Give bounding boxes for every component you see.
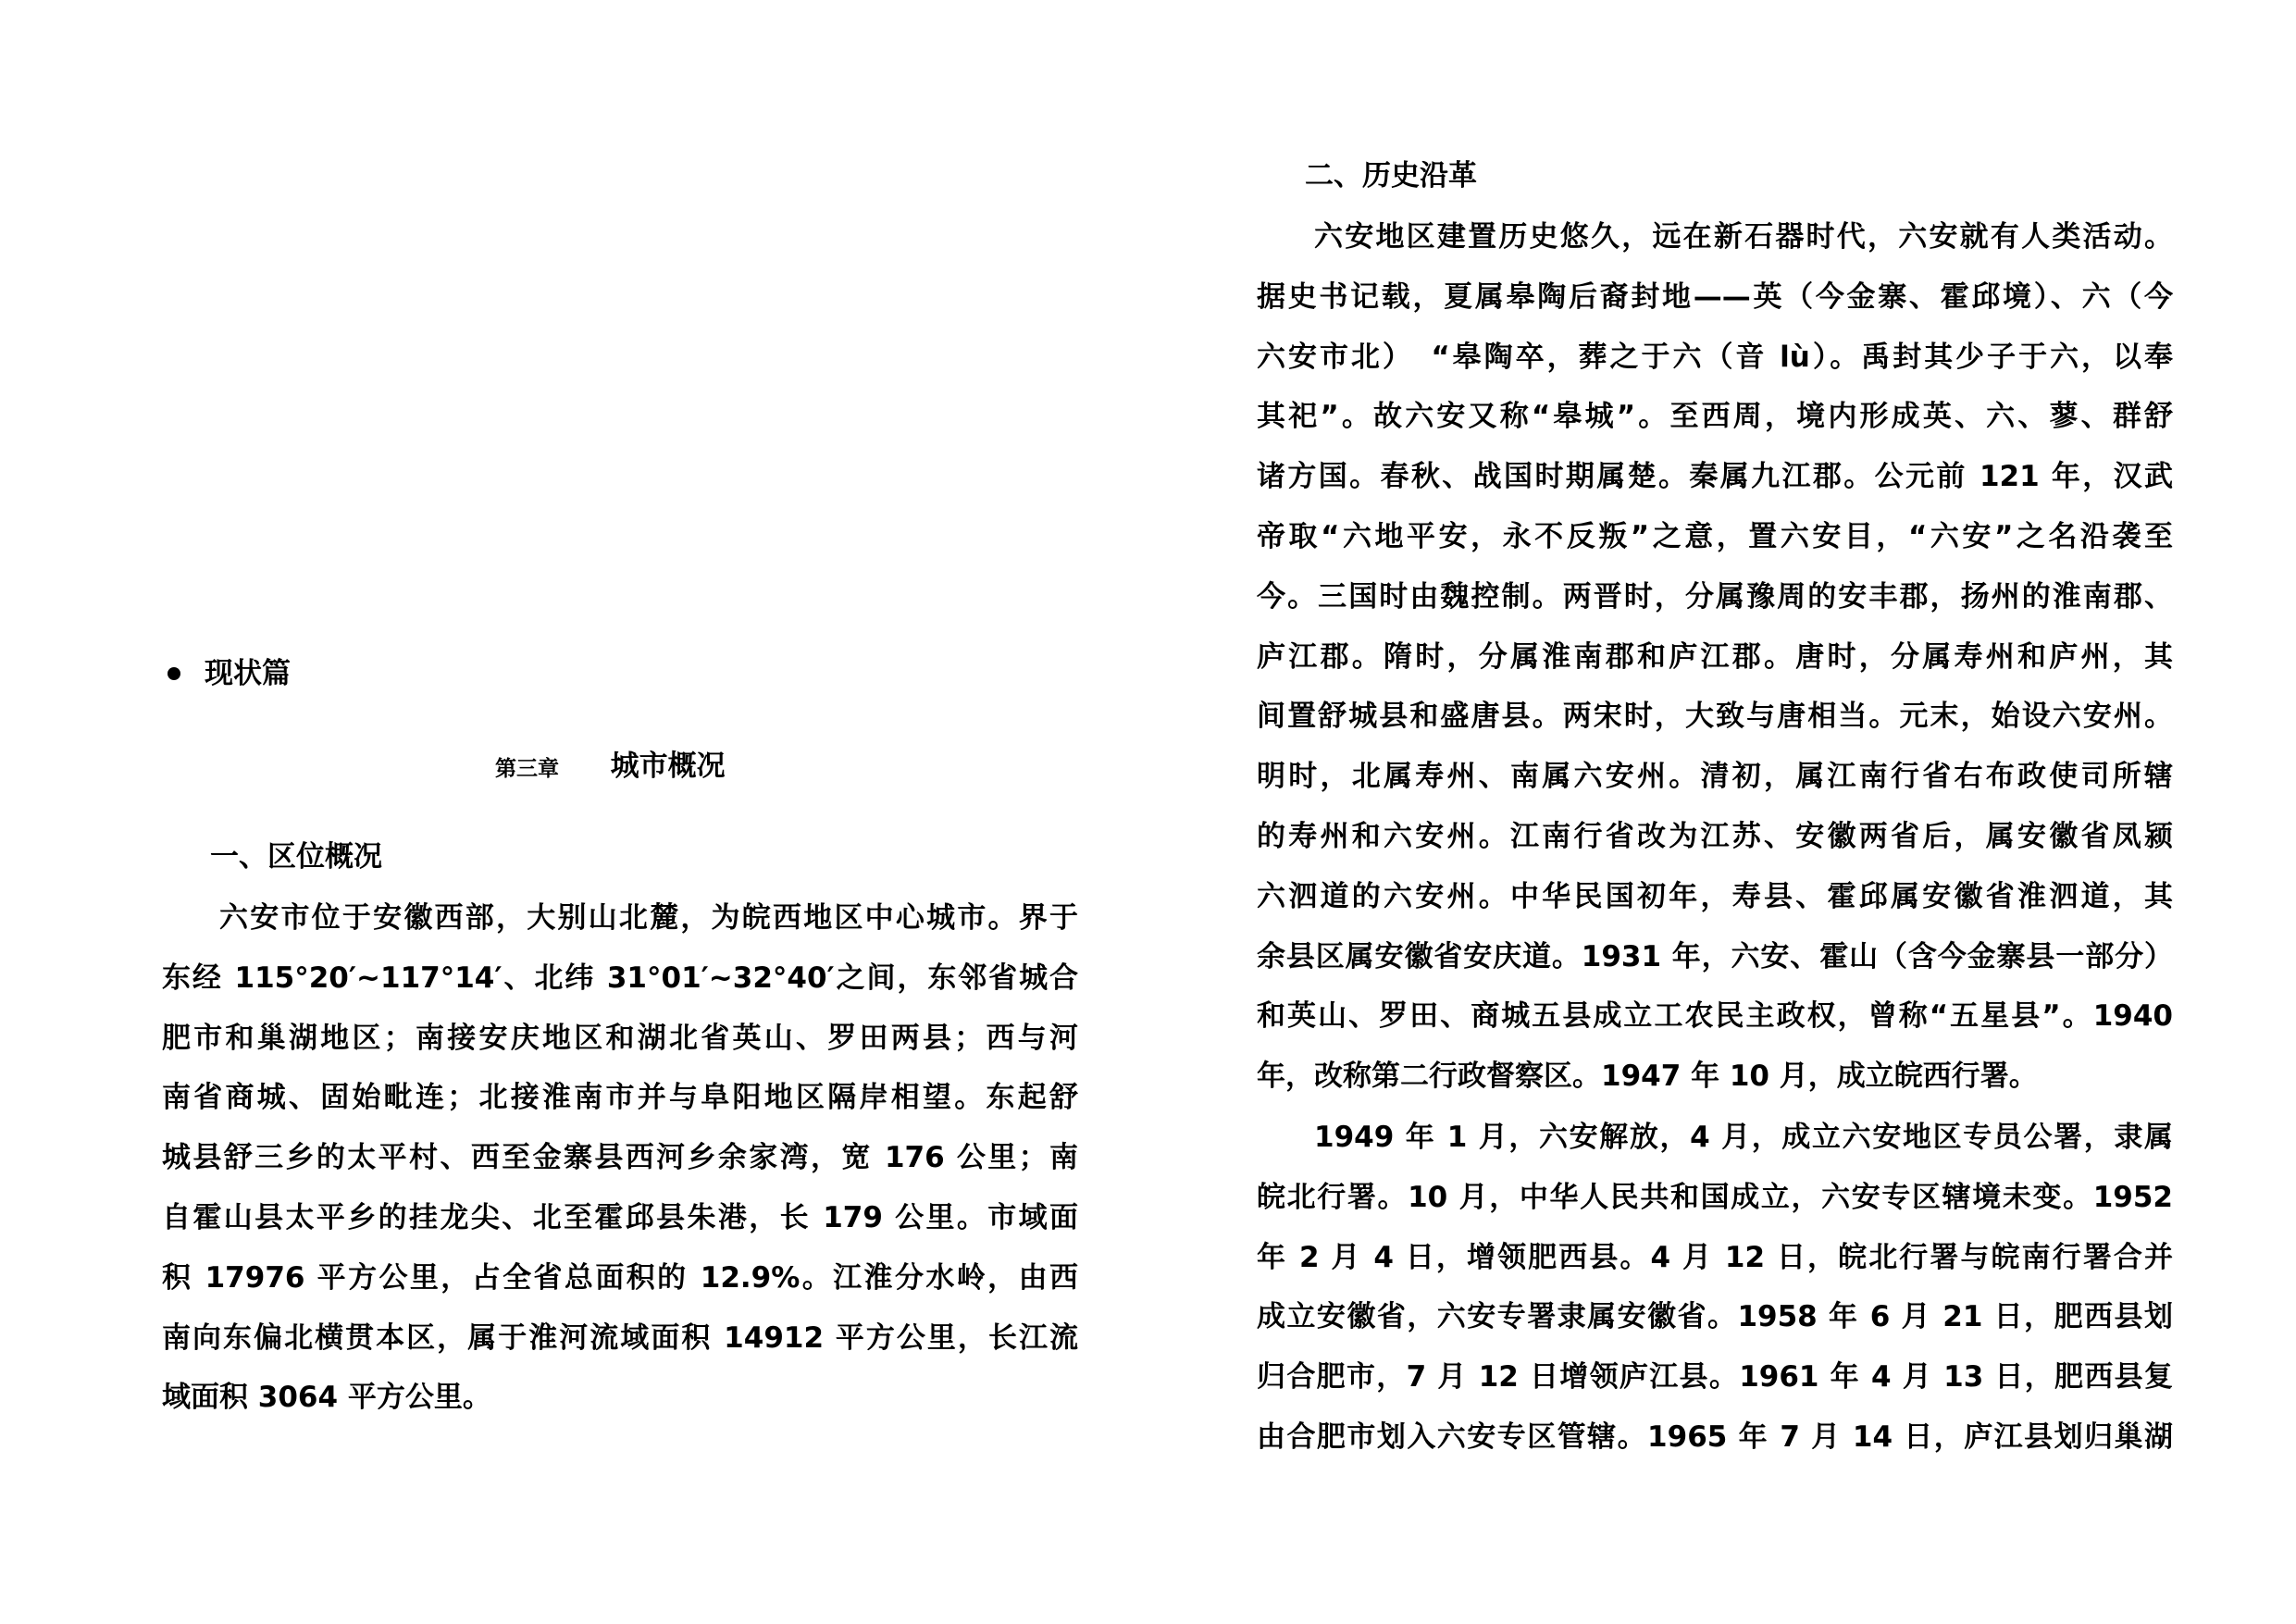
paragraph-line: 肥市和巢湖地区；南接安庆地区和湖北省英山、罗田两县；西与河	[162, 1021, 1078, 1055]
paragraph-line: 皖北行署。10 月，中华人民共和国成立，六安专区辖境未变。1952	[1257, 1180, 2173, 1214]
history-paragraph-2	[1257, 1108, 2173, 1468]
chapter-title: 城市概况	[610, 750, 726, 783]
paragraph-line: 明时，北属寿州、南属六安州。清初，属江南行省右布政使司所辖	[1257, 760, 2173, 794]
paragraph-line: 城县舒三乡的太平村、西至金寨县西河乡余家湾，宽 176 公里；南	[162, 1141, 1078, 1175]
paragraph-line: 帝取“六地平安，永不反叛”之意，置六安目，“六安”之名沿袭至	[1257, 519, 2173, 553]
paragraph-line: 年 2 月 4 日，增领肥西县。4 月 12 日，皖北行署与皖南行署合并	[1257, 1240, 2173, 1274]
chapter-heading	[495, 748, 726, 789]
paragraph-line: 诸方国。春秋、战国时期属楚。秦属九江郡。公元前 121 年，汉武	[1257, 460, 2173, 494]
paragraph-line: 其祀”。故六安又称“皋城”。至西周，境内形成英、六、蓼、群舒	[1257, 400, 2173, 434]
paragraph-line: 六安市位于安徽西部，大别山北麓，为皖西地区中心城市。界于	[219, 901, 1078, 935]
paragraph-line: 六安地区建置历史悠久，远在新石器时代，六安就有人类活动。	[1314, 220, 2173, 254]
bullet-section-heading	[162, 655, 291, 692]
bullet-icon	[168, 667, 180, 680]
right-page	[1257, 0, 2173, 1624]
bullet-section-label: 现状篇	[205, 657, 291, 690]
paragraph-line: 归合肥市，7 月 12 日增领庐江县。1961 年 4 月 13 日，肥西县复	[1257, 1360, 2173, 1395]
paragraph-line: 域面积 3064 平方公里。	[162, 1381, 491, 1415]
paragraph-line: 南省商城、固始毗连；北接淮南市并与阜阳地区隔岸相望。东起舒	[162, 1081, 1078, 1115]
section-title-history: 二、历史沿革	[1305, 159, 1477, 192]
chapter-number: 第三章	[495, 757, 559, 781]
left-page	[162, 0, 1078, 1624]
paragraph-line: 1949 年 1 月，六安解放，4 月，成立六安地区专员公署，隶属	[1314, 1121, 2173, 1154]
paragraph-line: 年，改称第二行政督察区。1947 年 10 月，成立皖西行署。	[1257, 1060, 2038, 1094]
history-paragraph-1	[1257, 207, 2173, 1107]
location-paragraph	[162, 888, 1078, 1428]
paragraph-line: 间置舒城县和盛唐县。两宋时，大致与唐相当。元末，始设六安州。	[1257, 700, 2173, 734]
paragraph-line: 六泗道的六安州。中华民国初年，寿县、霍邱属安徽省淮泗道，其	[1257, 879, 2173, 913]
paragraph-line: 庐江郡。隋时，分属淮南郡和庐江郡。唐时，分属寿州和庐州，其	[1257, 639, 2173, 674]
section-title-location: 一、区位概况	[210, 840, 382, 874]
paragraph-line: 成立安徽省，六安专署隶属安徽省。1958 年 6 月 21 日，肥西县划	[1257, 1300, 2173, 1334]
paragraph-line: 的寿州和六安州。江南行省改为江苏、安徽两省后，属安徽省凤颍	[1257, 819, 2173, 853]
paragraph-line: 余县区属安徽省安庆道。1931 年，六安、霍山（含今金寨县一部分）	[1257, 939, 2173, 973]
paragraph-line: 据史书记载，夏属皋陶后裔封地——英（今金寨、霍邱境）、六（今	[1257, 279, 2173, 314]
paragraph-line: 南向东偏北横贯本区，属于淮河流域面积 14912 平方公里，长江流	[162, 1320, 1078, 1355]
paragraph-line: 和英山、罗田、商城五县成立工农民主政权，曾称“五星县”。1940	[1257, 999, 2173, 1034]
paragraph-line: 自霍山县太平乡的挂龙尖、北至霍邱县朱港，长 179 公里。市域面	[162, 1200, 1078, 1234]
paragraph-line: 六安市北） “皋陶卒，葬之于六（音 lù）。禹封其少子于六，以奉	[1257, 340, 2173, 374]
paragraph-line: 由合肥市划入六安专区管辖。1965 年 7 月 14 日，庐江县划归巢湖	[1257, 1419, 2173, 1454]
paragraph-line: 东经 115°20′~117°14′、北纬 31°01′~32°40′之间，东邻省城合	[162, 961, 1078, 995]
paragraph-line: 积 17976 平方公里，占全省总面积的 12.9%。江淮分水岭，由西	[162, 1260, 1078, 1295]
paragraph-line: 今。三国时由魏控制。两晋时，分属豫周的安丰郡，扬州的淮南郡、	[1257, 579, 2173, 614]
